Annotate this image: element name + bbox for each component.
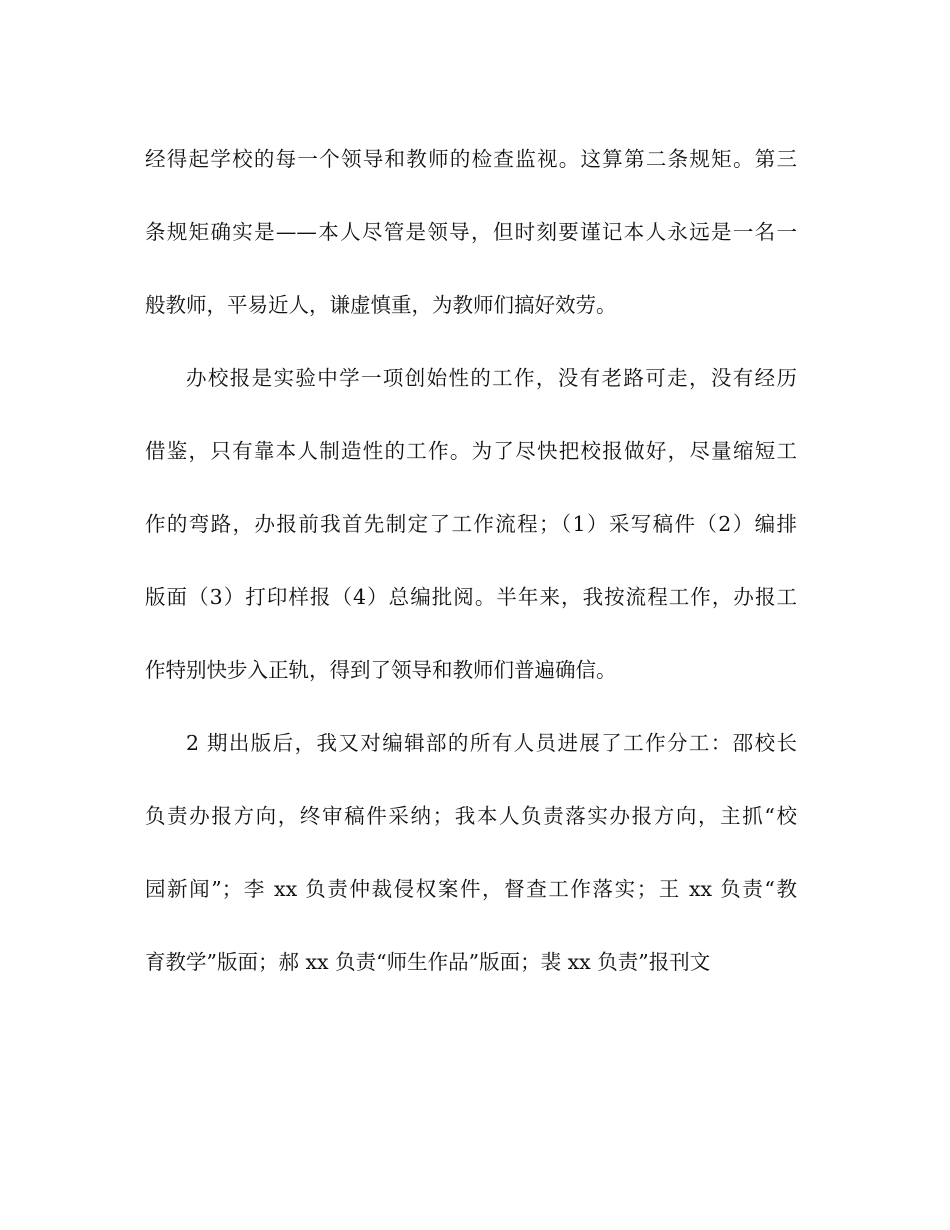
paragraph-first-line: 2 期出版后，我又对编辑部的所有人员进展了工作分工：邵校长 <box>186 731 797 755</box>
text-line: 条规矩确实是——本人尽管是领导，但时刻要谨记本人永远是一名一 <box>145 220 797 244</box>
paragraph-first-line: 办校报是实验中学一项创始性的工作，没有老路可走，没有经历 <box>186 366 797 390</box>
text-line: 版面（3）打印样报（4）总编批阅。半年来，我按流程工作，办报工 <box>145 585 797 609</box>
text-line: 般教师，平易近人，谦虚慎重，为教师们搞好效劳。 <box>145 293 617 317</box>
text-line: 作的弯路，办报前我首先制定了工作流程；（1）采写稿件（2）编排 <box>145 512 797 536</box>
text-line: 经得起学校的每一个领导和教师的检查监视。这算第二条规矩。第三 <box>145 147 797 171</box>
text-line: 育教学”版面；郝 xx 负责“师生作品”版面；裴 xx 负责”报刊文 <box>145 950 711 974</box>
text-line: 借鉴，只有靠本人制造性的工作。为了尽快把校报做好，尽量缩短工 <box>145 439 797 463</box>
text-line: 作特别快步入正轨，得到了领导和教师们普遍确信。 <box>145 658 617 682</box>
text-line: 园新闻”；李 xx 负责仲裁侵权案件，督查工作落实；王 xx 负责“教 <box>145 877 797 901</box>
body-text <box>145 136 797 1012</box>
text-line: 负责办报方向，终审稿件采纳；我本人负责落实办报方向，主抓“校 <box>145 804 797 828</box>
